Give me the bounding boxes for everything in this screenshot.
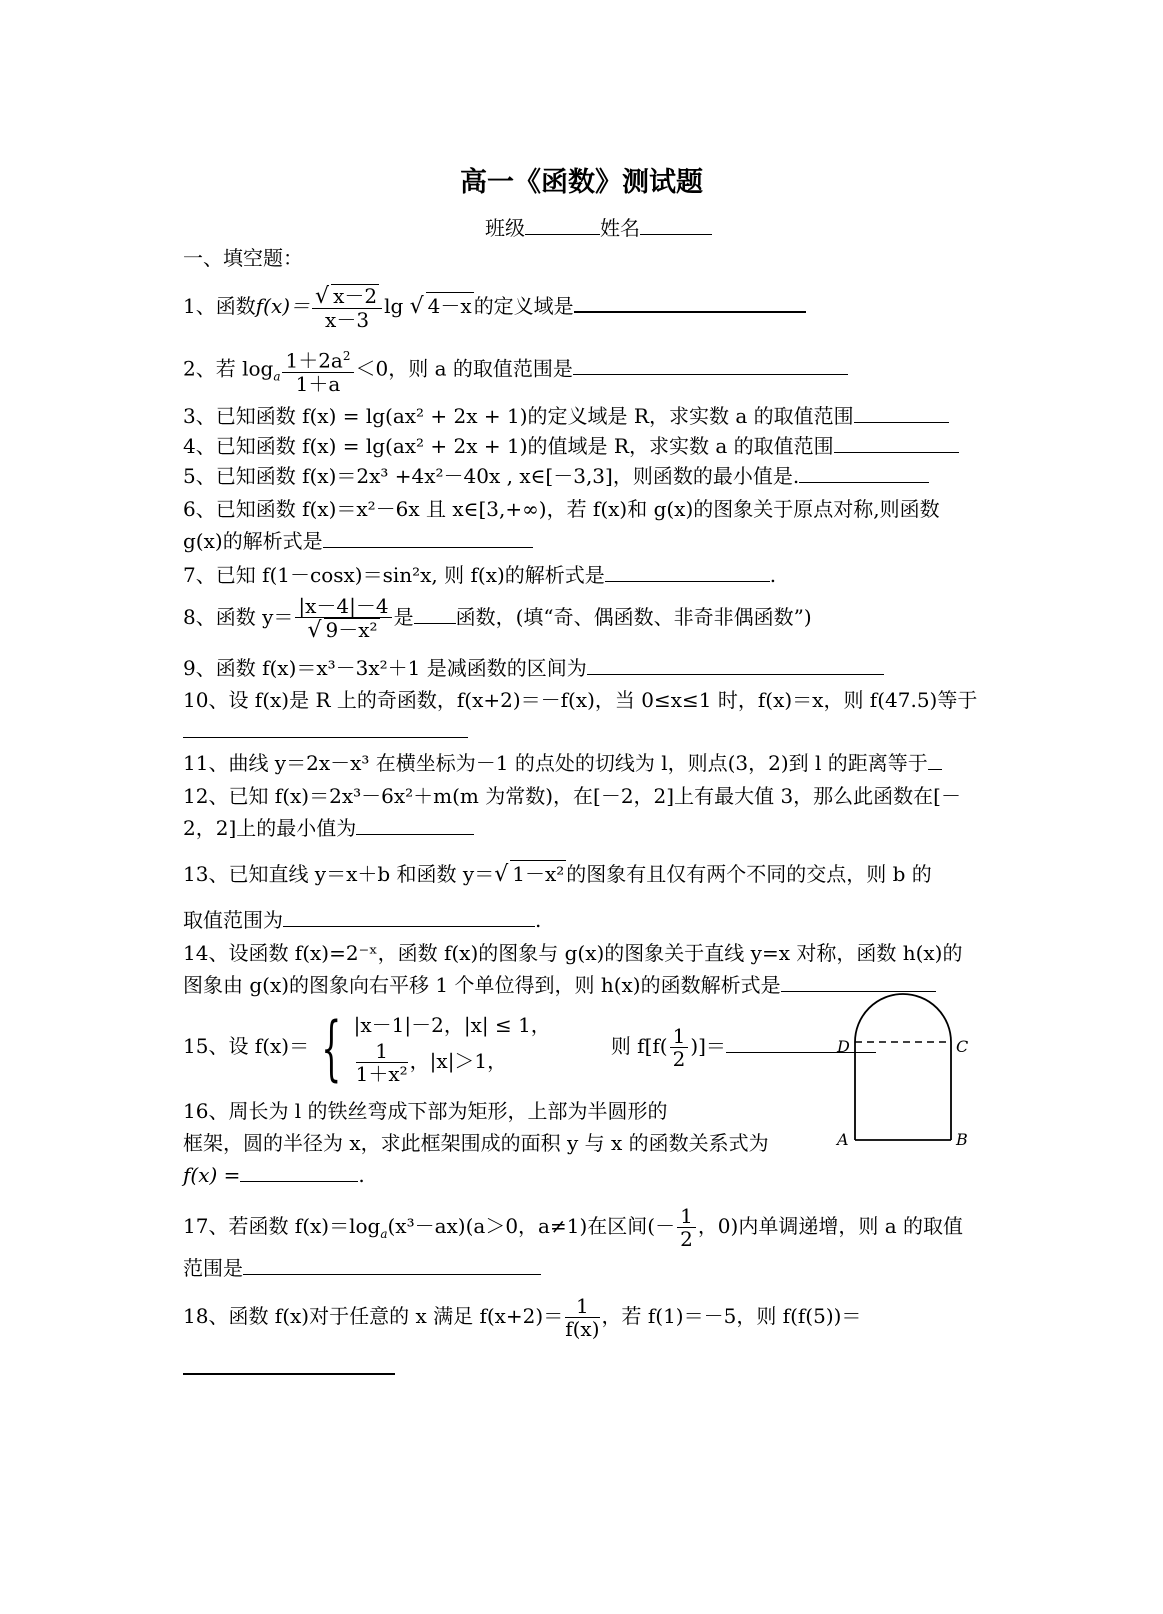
question-15 bbox=[183, 1006, 876, 1089]
question-4 bbox=[183, 433, 959, 459]
q4-answer-blank[interactable] bbox=[834, 434, 959, 453]
q18-prefix: 18、函数 f(x)对于任意的 x 满足 f(x+2)＝ bbox=[183, 1304, 564, 1328]
q3-text: 3、已知函数 f(x) = lg(ax² + 2x + 1)的定义域是 R，求实数 a 的取值范围 bbox=[183, 404, 854, 428]
q16-period: . bbox=[358, 1163, 365, 1187]
q15-case-1: |x－1|－2，|x| ≤ 1， bbox=[353, 1013, 551, 1037]
class-name-line bbox=[485, 212, 712, 241]
q2-denominator: 1＋a bbox=[295, 371, 341, 396]
q2-exponent: 2 bbox=[342, 349, 351, 363]
question-10: 10、设 f(x)是 R 上的奇函数，f(x+2)＝－f(x)，当 0≤x≤1 时，f(x)＝x，则 f(47.5)等于 bbox=[183, 688, 978, 712]
q18-denominator: f(x) bbox=[565, 1317, 600, 1341]
q17-answer-blank[interactable] bbox=[243, 1256, 541, 1275]
q13b-text: 取值范围为 bbox=[183, 908, 283, 932]
q15-brace: { bbox=[321, 1006, 342, 1089]
q12-answer-blank[interactable] bbox=[356, 816, 474, 835]
q17-prefix: 17、若函数 f(x)＝log bbox=[183, 1214, 381, 1238]
q13-period: . bbox=[535, 908, 542, 932]
name-label: 姓名 bbox=[600, 216, 640, 240]
question-10-answer bbox=[183, 718, 468, 744]
q8-prefix: 8、函数 y＝ bbox=[183, 605, 294, 629]
q18-numerator: 1 bbox=[565, 1295, 599, 1318]
q8-suffix: 函数，(填“奇、偶函数、非奇非偶函数”) bbox=[455, 605, 812, 629]
question-8 bbox=[183, 595, 812, 642]
q3-answer-blank[interactable] bbox=[854, 404, 949, 423]
q1-radicand: 4－x bbox=[427, 294, 472, 318]
q15-then: 则 f[f( bbox=[610, 1034, 668, 1058]
q4-text: 4、已知函数 f(x) = lg(ax² + 2x + 1)的值域是 R，求实数 a 的取值范围 bbox=[183, 434, 834, 458]
q13-suffix: 的图象有且仅有两个不同的交点，则 b 的 bbox=[566, 862, 932, 886]
section-heading: 一、填空题： bbox=[183, 246, 303, 270]
question-7 bbox=[183, 562, 776, 588]
q18-answer-blank[interactable] bbox=[183, 1355, 395, 1375]
q8-mid: 是 bbox=[393, 605, 414, 629]
q15-case2-denominator: 1＋x² bbox=[355, 1062, 408, 1086]
q17-numerator: 1 bbox=[677, 1205, 696, 1228]
question-17 bbox=[183, 1205, 963, 1250]
window-frame-diagram bbox=[830, 985, 990, 1155]
q2-base: a bbox=[273, 369, 281, 384]
label-c: C bbox=[956, 1037, 969, 1056]
q18-suffix: ，若 f(1)＝－5，则 f(f(5))＝ bbox=[601, 1304, 862, 1328]
q7-text: 7、已知 f(1－cosx)＝sin²x, 则 f(x)的解析式是 bbox=[183, 563, 605, 587]
question-18 bbox=[183, 1295, 861, 1340]
q1-lg: lg bbox=[384, 294, 404, 318]
question-16c bbox=[183, 1162, 365, 1188]
q11-text: 11、曲线 y＝2x－x³ 在横坐标为－1 的点处的切线为 l，则点(3，2)到 l 的距离等于 bbox=[183, 751, 928, 775]
q2-answer-blank[interactable] bbox=[573, 356, 848, 375]
question-14b bbox=[183, 972, 936, 998]
question-17b bbox=[183, 1255, 541, 1281]
q16c-text: f(x) = bbox=[183, 1163, 241, 1187]
q9-text: 9、函数 f(x)＝x³－3x²＋1 是减函数的区间为 bbox=[183, 656, 587, 680]
q8-denominator: 9－x² bbox=[325, 618, 378, 642]
q17-denominator: 2 bbox=[680, 1227, 693, 1251]
q6-answer-blank[interactable] bbox=[323, 529, 533, 548]
label-a: A bbox=[837, 1130, 849, 1149]
class-label: 班级 bbox=[485, 216, 525, 240]
q1-prefix: 1、函数 bbox=[183, 294, 256, 318]
q13-radicand: 1－x² bbox=[512, 862, 565, 886]
q15-case-2-condition: ，|x|＞1， bbox=[409, 1049, 508, 1073]
q1-fraction: $\frac{√ x-2}{x-3}$ bbox=[312, 284, 382, 331]
question-5 bbox=[183, 463, 929, 489]
question-9 bbox=[183, 655, 884, 681]
q8-numerator: |x－4|－4 bbox=[295, 595, 391, 618]
q1-answer-blank[interactable] bbox=[574, 293, 806, 313]
q17-base: a bbox=[380, 1227, 388, 1241]
question-6b bbox=[183, 528, 533, 554]
q1-numerator: x－2 bbox=[333, 284, 378, 308]
q2-numerator: 1＋2a bbox=[285, 348, 343, 373]
q5-answer-blank[interactable] bbox=[799, 464, 929, 483]
question-1: 1、函数f(x)＝ $\frac{√ x-2}{x-3}$ lg √ 4－x 的定义域是 bbox=[183, 284, 806, 331]
q15-half-denominator: 2 bbox=[672, 1047, 686, 1071]
question-13b bbox=[183, 907, 541, 933]
q1-suffix: 的定义域是 bbox=[473, 294, 574, 318]
q13-prefix: 13、已知直线 y＝x＋b 和函数 y＝ bbox=[183, 862, 495, 886]
question-2 bbox=[183, 345, 848, 395]
label-d: D bbox=[837, 1037, 850, 1056]
question-6a: 6、已知函数 f(x)＝x²－6x 且 x∈[3,+∞)，若 f(x)和 g(x)的图象关于原点对称,则函数 bbox=[183, 497, 940, 521]
q9-answer-blank[interactable] bbox=[587, 656, 884, 675]
q15-then-end: )]＝ bbox=[690, 1034, 726, 1058]
question-12b bbox=[183, 815, 474, 841]
q2-suffix: ＜0，则 a 的取值范围是 bbox=[355, 356, 573, 381]
question-16b: 框架，圆的半径为 x，求此框架围成的面积 y 与 x 的函数关系式为 bbox=[183, 1131, 769, 1155]
q14b-text: 图象由 g(x)的图象向右平移 1 个单位得到，则 h(x)的函数解析式是 bbox=[183, 973, 781, 997]
q5-text: 5、已知函数 f(x)＝2x³ +4x²－40x , x∈[－3,3]，则函数的最小值是. bbox=[183, 464, 800, 488]
question-12a: 12、已知 f(x)＝2x³－6x²＋m(m 为常数)，在[－2，2]上有最大值 3，那么此函数在[－ bbox=[183, 784, 961, 808]
q2-prefix: 2、若 log bbox=[183, 356, 274, 381]
q15-half-numerator: 1 bbox=[670, 1025, 689, 1048]
q10-answer-blank[interactable] bbox=[183, 719, 468, 738]
page-title: 高一《函数》测试题 bbox=[460, 167, 703, 198]
question-14a: 14、设函数 f(x)=2⁻ˣ，函数 f(x)的图象与 g(x)的图象关于直线 y=x 对称，函数 h(x)的 bbox=[183, 941, 963, 965]
q16-answer-blank[interactable] bbox=[240, 1163, 358, 1182]
class-blank[interactable] bbox=[525, 216, 600, 235]
q17-middle: (x³－ax)(a＞0，a≠1)在区间(－ bbox=[387, 1214, 676, 1238]
q7-answer-blank[interactable] bbox=[605, 563, 770, 582]
q11-answer-blank[interactable] bbox=[928, 751, 942, 770]
question-16a: 16、周长为 l 的铁丝弯成下部为矩形，上部为半圆形的 bbox=[183, 1099, 668, 1123]
q15-prefix: 15、设 f(x)＝ bbox=[183, 1034, 310, 1058]
q17-suffix: ，0)内单调递增，则 a 的取值 bbox=[697, 1214, 963, 1238]
q1-denominator: x－3 bbox=[325, 308, 370, 332]
q17b-text: 范围是 bbox=[183, 1256, 243, 1280]
question-13: 13、已知直线 y＝x＋b 和函数 y＝√ 1－x² 的图象有且仅有两个不同的交点，则 b 的 bbox=[183, 862, 932, 887]
question-3 bbox=[183, 403, 949, 429]
q2-fraction bbox=[282, 345, 353, 395]
q6b-text: g(x)的解析式是 bbox=[183, 529, 323, 553]
q8-answer-blank[interactable] bbox=[414, 605, 456, 624]
question-11 bbox=[183, 750, 942, 776]
q13-answer-blank[interactable] bbox=[283, 908, 535, 927]
q15-case2-numerator: 1 bbox=[356, 1040, 408, 1063]
q15-cases bbox=[354, 1010, 551, 1085]
q8-fraction: $\frac{|x-4|-4}{\text{√ 9－x²}}$ bbox=[295, 595, 391, 642]
q1-function: f(x)＝ bbox=[255, 294, 311, 318]
q12b-text: 2，2]上的最小值为 bbox=[183, 816, 357, 840]
question-18-answer bbox=[183, 1355, 395, 1381]
name-blank[interactable] bbox=[640, 216, 712, 235]
q7-period: . bbox=[769, 563, 777, 587]
label-b: B bbox=[956, 1130, 968, 1149]
